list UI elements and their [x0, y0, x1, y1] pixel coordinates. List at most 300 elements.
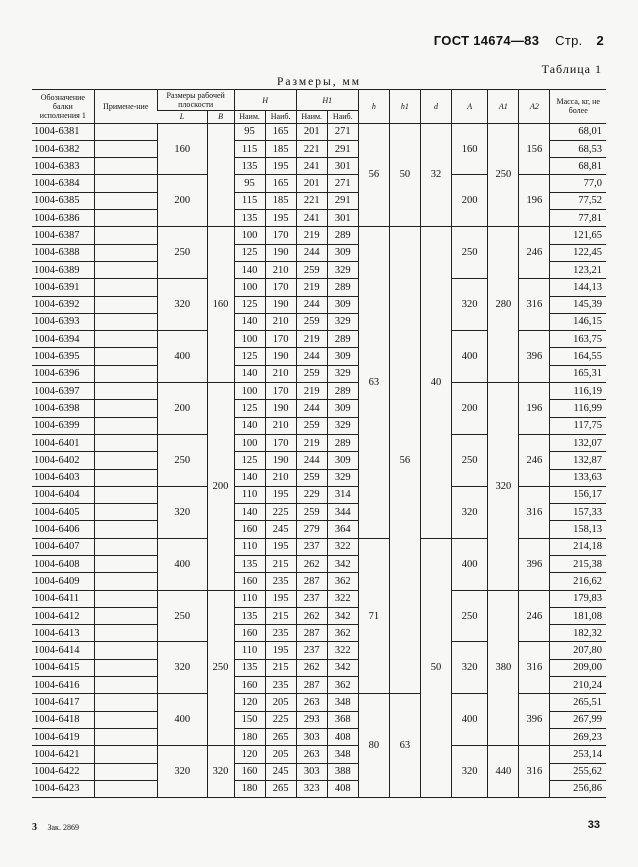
cell-mass: 181,08	[550, 607, 606, 624]
cell-h-max: 195	[265, 642, 296, 659]
table-row	[32, 538, 606, 555]
cell-a: 400	[452, 331, 488, 383]
cell-h1-min: 201	[296, 123, 327, 140]
cell-mass: 116,19	[550, 383, 606, 400]
cell-h1-max: 322	[327, 590, 358, 607]
cell-mass: 255,62	[550, 763, 606, 780]
cell-designation: 1004-6405	[32, 504, 94, 521]
cell-b: 250	[207, 590, 234, 746]
cell-h1-max: 342	[327, 555, 358, 572]
cell-h-max: 165	[265, 123, 296, 140]
cell-h1-min: 259	[296, 504, 327, 521]
cell-h1-min: 219	[296, 227, 327, 244]
cell-h1-min: 244	[296, 452, 327, 469]
cell-h1: 56	[389, 227, 420, 694]
cell-h-max: 215	[265, 607, 296, 624]
cell-a: 250	[452, 227, 488, 279]
col-application: Примене-ние	[94, 90, 157, 124]
cell-h1-min: 279	[296, 521, 327, 538]
cell-h-max: 225	[265, 711, 296, 728]
cell-h1-max: 362	[327, 625, 358, 642]
cell-a: 200	[452, 175, 488, 227]
cell-h1-min: 241	[296, 158, 327, 175]
cell-designation: 1004-6407	[32, 538, 94, 555]
cell-h-min: 125	[234, 244, 265, 261]
cell-l: 160	[157, 123, 207, 175]
cell-b: 160	[207, 227, 234, 383]
cell-h-max: 170	[265, 383, 296, 400]
col-designation: Обозначение балки исполнения 1	[32, 90, 94, 124]
cell-h-min: 125	[234, 452, 265, 469]
cell-h1-max: 408	[327, 728, 358, 745]
cell-h1-max: 289	[327, 331, 358, 348]
cell-h1-max: 309	[327, 244, 358, 261]
cell-mass: 207,80	[550, 642, 606, 659]
cell-h-max: 210	[265, 469, 296, 486]
cell-l: 400	[157, 694, 207, 746]
cell-h1-max: 364	[327, 521, 358, 538]
col-L: L	[157, 111, 207, 123]
col-H1: H1	[296, 90, 358, 111]
cell-designation: 1004-6396	[32, 365, 94, 382]
cell-designation: 1004-6393	[32, 313, 94, 330]
cell-h-min: 125	[234, 400, 265, 417]
cell-h-max: 190	[265, 400, 296, 417]
cell-application	[94, 746, 157, 763]
cell-mass: 117,75	[550, 417, 606, 434]
cell-h1-max: 309	[327, 452, 358, 469]
cell-h-min: 120	[234, 746, 265, 763]
cell-mass: 145,39	[550, 296, 606, 313]
cell-d: 32	[420, 123, 451, 227]
cell-a2: 246	[519, 434, 550, 486]
cell-h1-min: 259	[296, 261, 327, 278]
cell-designation: 1004-6411	[32, 590, 94, 607]
cell-l: 400	[157, 538, 207, 590]
cell-application	[94, 348, 157, 365]
table-row	[32, 175, 606, 192]
cell-designation: 1004-6389	[32, 261, 94, 278]
cell-mass: 121,65	[550, 227, 606, 244]
cell-l: 200	[157, 383, 207, 435]
cell-designation: 1004-6419	[32, 728, 94, 745]
cell-h1-max: 329	[327, 365, 358, 382]
cell-h1-max: 314	[327, 486, 358, 503]
cell-a2: 316	[519, 486, 550, 538]
cell-h1-min: 241	[296, 210, 327, 227]
cell-h-max: 185	[265, 192, 296, 209]
cell-l: 200	[157, 175, 207, 227]
cell-designation: 1004-6382	[32, 140, 94, 157]
cell-h1-max: 342	[327, 659, 358, 676]
cell-designation: 1004-6403	[32, 469, 94, 486]
table-row	[32, 694, 606, 711]
cell-a1: 440	[488, 746, 519, 798]
cell-mass: 165,31	[550, 365, 606, 382]
cell-mass: 179,83	[550, 590, 606, 607]
cell-h-min: 120	[234, 694, 265, 711]
cell-h-max: 190	[265, 452, 296, 469]
table-row	[32, 486, 606, 503]
cell-mass: 144,13	[550, 279, 606, 296]
cell-a: 320	[452, 746, 488, 798]
cell-mass: 68,81	[550, 158, 606, 175]
cell-h-max: 195	[265, 538, 296, 555]
cell-h-min: 135	[234, 659, 265, 676]
cell-h-min: 180	[234, 728, 265, 745]
cell-mass: 68,53	[550, 140, 606, 157]
footer-order-note: Зак. 2869	[47, 823, 79, 832]
col-mass: Масса, кг, не более	[550, 90, 606, 124]
standard-number: ГОСТ 14674—83	[433, 33, 540, 48]
cell-h1-min: 221	[296, 192, 327, 209]
cell-mass: 216,62	[550, 573, 606, 590]
cell-h1-min: 259	[296, 417, 327, 434]
footer-left	[32, 822, 79, 833]
cell-application	[94, 573, 157, 590]
cell-l: 400	[157, 331, 207, 383]
cell-h-min: 140	[234, 469, 265, 486]
cell-application	[94, 123, 157, 140]
cell-d: 40	[420, 227, 451, 538]
cell-h1-min: 221	[296, 140, 327, 157]
page-header	[424, 33, 604, 48]
cell-a2: 396	[519, 331, 550, 383]
table-row	[32, 383, 606, 400]
cell-h1-max: 289	[327, 279, 358, 296]
cell-h1-min: 219	[296, 331, 327, 348]
cell-designation: 1004-6412	[32, 607, 94, 624]
cell-a1: 250	[488, 123, 519, 227]
cell-h1-max: 348	[327, 694, 358, 711]
cell-h1-min: 263	[296, 694, 327, 711]
cell-a2: 316	[519, 279, 550, 331]
cell-h-min: 110	[234, 590, 265, 607]
cell-designation: 1004-6406	[32, 521, 94, 538]
table-label: Таблица 1	[541, 62, 602, 76]
cell-a1: 280	[488, 227, 519, 383]
cell-h-min: 160	[234, 677, 265, 694]
cell-application	[94, 417, 157, 434]
cell-h-min: 100	[234, 227, 265, 244]
cell-designation: 1004-6418	[32, 711, 94, 728]
cell-h1-max: 329	[327, 417, 358, 434]
cell-a: 200	[452, 383, 488, 435]
cell-h-min: 100	[234, 331, 265, 348]
cell-h-min: 115	[234, 192, 265, 209]
cell-mass: 163,75	[550, 331, 606, 348]
col-work-surface: Размеры рабочей плоскости	[157, 90, 234, 111]
cell-application	[94, 261, 157, 278]
cell-l: 320	[157, 642, 207, 694]
cell-h1-max: 301	[327, 210, 358, 227]
cell-h1-min: 237	[296, 538, 327, 555]
cell-a1: 380	[488, 590, 519, 746]
footer-page-number: 33	[587, 819, 600, 831]
table-row	[32, 227, 606, 244]
cell-h1-max: 322	[327, 642, 358, 659]
cell-d: 50	[420, 538, 451, 797]
cell-application	[94, 659, 157, 676]
cell-a2: 246	[519, 227, 550, 279]
cell-l: 320	[157, 279, 207, 331]
cell-application	[94, 192, 157, 209]
col-B: B	[207, 111, 234, 123]
cell-application	[94, 331, 157, 348]
cell-a1: 320	[488, 383, 519, 591]
cell-h1-min: 287	[296, 625, 327, 642]
cell-h-max: 265	[265, 780, 296, 797]
col-h: h	[358, 90, 389, 124]
cell-h-max: 195	[265, 210, 296, 227]
cell-mass: 164,55	[550, 348, 606, 365]
cell-designation: 1004-6414	[32, 642, 94, 659]
cell-designation: 1004-6398	[32, 400, 94, 417]
cell-h-max: 195	[265, 158, 296, 175]
cell-mass: 209,00	[550, 659, 606, 676]
cell-application	[94, 244, 157, 261]
cell-designation: 1004-6404	[32, 486, 94, 503]
cell-mass: 215,38	[550, 555, 606, 572]
cell-mass: 68,01	[550, 123, 606, 140]
cell-designation: 1004-6397	[32, 383, 94, 400]
col-H1-max: Наиб.	[327, 111, 358, 123]
cell-h1-min: 244	[296, 244, 327, 261]
cell-application	[94, 711, 157, 728]
cell-h1-min: 237	[296, 642, 327, 659]
cell-h-min: 125	[234, 296, 265, 313]
cell-a: 400	[452, 538, 488, 590]
cell-designation: 1004-6381	[32, 123, 94, 140]
cell-h-min: 140	[234, 504, 265, 521]
cell-h-max: 205	[265, 746, 296, 763]
cell-h-max: 235	[265, 573, 296, 590]
cell-h: 63	[358, 227, 389, 538]
cell-h1-max: 271	[327, 175, 358, 192]
cell-h-max: 190	[265, 244, 296, 261]
cell-designation: 1004-6417	[32, 694, 94, 711]
cell-h-max: 210	[265, 417, 296, 434]
cell-mass: 132,07	[550, 434, 606, 451]
cell-h1-max: 322	[327, 538, 358, 555]
cell-h-min: 115	[234, 140, 265, 157]
cell-application	[94, 279, 157, 296]
cell-h-min: 160	[234, 573, 265, 590]
cell-h1-max: 329	[327, 469, 358, 486]
cell-application	[94, 365, 157, 382]
cell-designation: 1004-6388	[32, 244, 94, 261]
cell-h-min: 110	[234, 642, 265, 659]
cell-h-max: 195	[265, 590, 296, 607]
cell-h-max: 215	[265, 555, 296, 572]
cell-a2: 316	[519, 746, 550, 798]
cell-h1-min: 219	[296, 383, 327, 400]
cell-h-max: 170	[265, 331, 296, 348]
cell-h-min: 100	[234, 434, 265, 451]
cell-mass: 146,15	[550, 313, 606, 330]
cell-h: 71	[358, 538, 389, 694]
cell-designation: 1004-6413	[32, 625, 94, 642]
cell-a: 320	[452, 642, 488, 694]
cell-h1-min: 323	[296, 780, 327, 797]
cell-h-min: 100	[234, 279, 265, 296]
cell-designation: 1004-6394	[32, 331, 94, 348]
cell-designation: 1004-6399	[32, 417, 94, 434]
cell-a2: 156	[519, 123, 550, 175]
cell-h-min: 100	[234, 383, 265, 400]
cell-designation: 1004-6385	[32, 192, 94, 209]
cell-h-min: 160	[234, 625, 265, 642]
cell-mass: 269,23	[550, 728, 606, 745]
cell-application	[94, 780, 157, 797]
cell-application	[94, 158, 157, 175]
cell-designation: 1004-6416	[32, 677, 94, 694]
cell-h1-max: 329	[327, 313, 358, 330]
cell-h-min: 125	[234, 348, 265, 365]
col-H-max: Наиб.	[265, 111, 296, 123]
cell-h-min: 135	[234, 158, 265, 175]
cell-h1-min: 237	[296, 590, 327, 607]
cell-h1-max: 289	[327, 434, 358, 451]
cell-designation: 1004-6392	[32, 296, 94, 313]
cell-a2: 246	[519, 590, 550, 642]
cell-h-min: 135	[234, 210, 265, 227]
cell-h1-max: 348	[327, 746, 358, 763]
cell-h-max: 195	[265, 486, 296, 503]
cell-h-max: 190	[265, 296, 296, 313]
cell-h-max: 245	[265, 521, 296, 538]
cell-h-max: 265	[265, 728, 296, 745]
cell-h1-min: 259	[296, 365, 327, 382]
cell-h1-max: 368	[327, 711, 358, 728]
dimensions-table	[32, 89, 606, 798]
cell-a2: 196	[519, 175, 550, 227]
cell-mass: 77,81	[550, 210, 606, 227]
cell-h-max: 210	[265, 313, 296, 330]
col-h1: h1	[389, 90, 420, 124]
cell-h-min: 140	[234, 261, 265, 278]
cell-h-min: 140	[234, 365, 265, 382]
cell-h1-min: 262	[296, 607, 327, 624]
cell-mass: 267,99	[550, 711, 606, 728]
cell-h1-min: 303	[296, 728, 327, 745]
cell-h1-max: 291	[327, 192, 358, 209]
cell-application	[94, 642, 157, 659]
cell-h-min: 110	[234, 486, 265, 503]
cell-h-max: 215	[265, 659, 296, 676]
cell-b: 200	[207, 383, 234, 591]
col-A2: A2	[519, 90, 550, 124]
cell-h-min: 140	[234, 417, 265, 434]
cell-h1-min: 244	[296, 348, 327, 365]
cell-application	[94, 486, 157, 503]
cell-h1: 63	[389, 694, 420, 798]
cell-l: 320	[157, 486, 207, 538]
cell-mass: 122,45	[550, 244, 606, 261]
footer-left-number: 3	[32, 822, 37, 833]
cell-h1-max: 289	[327, 383, 358, 400]
cell-designation: 1004-6415	[32, 659, 94, 676]
cell-application	[94, 227, 157, 244]
cell-mass: 156,17	[550, 486, 606, 503]
cell-l: 250	[157, 434, 207, 486]
cell-mass: 157,33	[550, 504, 606, 521]
cell-h-max: 225	[265, 504, 296, 521]
cell-a: 320	[452, 486, 488, 538]
page-number: 2	[596, 33, 604, 48]
table-row	[32, 590, 606, 607]
cell-b	[207, 123, 234, 227]
cell-mass: 158,13	[550, 521, 606, 538]
cell-h1-min: 303	[296, 763, 327, 780]
table-row	[32, 123, 606, 140]
cell-h-max: 190	[265, 348, 296, 365]
cell-h-max: 205	[265, 694, 296, 711]
cell-h1-min: 293	[296, 711, 327, 728]
cell-designation: 1004-6391	[32, 279, 94, 296]
page-label: Стр.	[555, 33, 583, 48]
cell-application	[94, 140, 157, 157]
cell-h-min: 95	[234, 123, 265, 140]
cell-h1-max: 362	[327, 573, 358, 590]
col-d: d	[420, 90, 451, 124]
cell-mass: 253,14	[550, 746, 606, 763]
cell-application	[94, 434, 157, 451]
cell-h1-min: 263	[296, 746, 327, 763]
cell-a: 320	[452, 279, 488, 331]
cell-mass: 182,32	[550, 625, 606, 642]
cell-a2: 196	[519, 383, 550, 435]
cell-designation: 1004-6421	[32, 746, 94, 763]
cell-designation: 1004-6386	[32, 210, 94, 227]
cell-application	[94, 694, 157, 711]
cell-l: 250	[157, 227, 207, 279]
cell-h-min: 180	[234, 780, 265, 797]
cell-h1-max: 309	[327, 348, 358, 365]
cell-application	[94, 555, 157, 572]
cell-h1-min: 262	[296, 555, 327, 572]
col-H: H	[234, 90, 296, 111]
cell-h1-max: 362	[327, 677, 358, 694]
cell-mass: 132,87	[550, 452, 606, 469]
cell-h-max: 210	[265, 261, 296, 278]
cell-h1-max: 309	[327, 296, 358, 313]
cell-h1-min: 219	[296, 434, 327, 451]
cell-a: 160	[452, 123, 488, 175]
cell-h-max: 245	[265, 763, 296, 780]
cell-h1-max: 309	[327, 400, 358, 417]
cell-l: 250	[157, 590, 207, 642]
cell-h-max: 185	[265, 140, 296, 157]
cell-h1-max: 289	[327, 227, 358, 244]
cell-mass: 116,99	[550, 400, 606, 417]
cell-mass: 256,86	[550, 780, 606, 797]
cell-mass: 210,24	[550, 677, 606, 694]
cell-h-max: 210	[265, 365, 296, 382]
cell-application	[94, 452, 157, 469]
cell-h1-min: 244	[296, 296, 327, 313]
cell-h-min: 135	[234, 555, 265, 572]
cell-h1-min: 259	[296, 469, 327, 486]
cell-h1-min: 262	[296, 659, 327, 676]
cell-h1-max: 342	[327, 607, 358, 624]
cell-h1-min: 259	[296, 313, 327, 330]
cell-h-max: 235	[265, 677, 296, 694]
table-row	[32, 279, 606, 296]
cell-a: 250	[452, 590, 488, 642]
cell-h-min: 160	[234, 521, 265, 538]
cell-designation: 1004-6383	[32, 158, 94, 175]
